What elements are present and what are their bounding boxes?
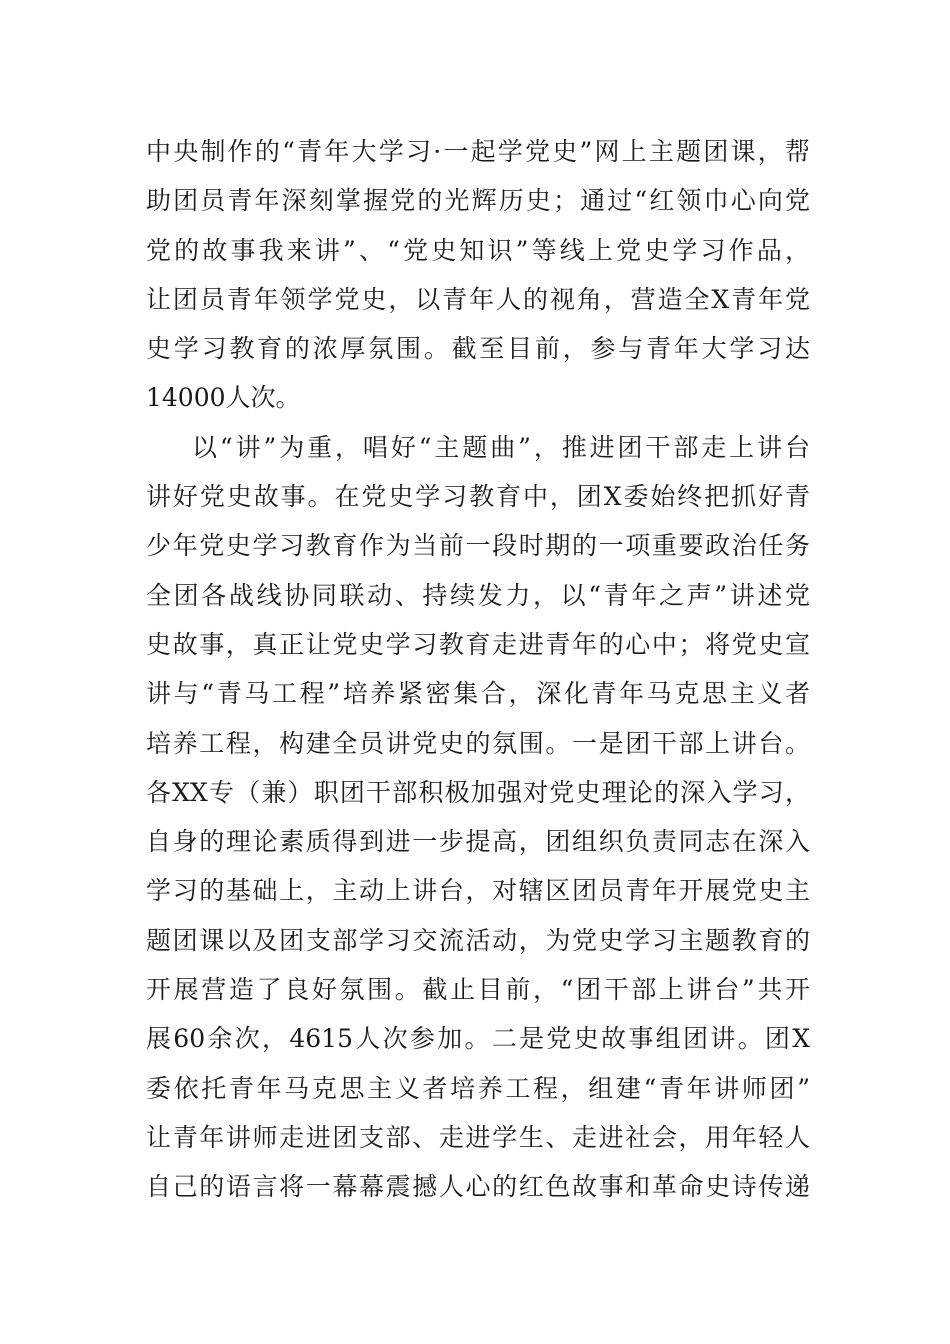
text-line: 学习的基础上，主动上讲台，对辖区团员青年开展党史主 xyxy=(146,876,810,906)
text-line: 展60余次，4615人次参加。二是党史故事组团讲。团X xyxy=(146,1024,810,1054)
document-body xyxy=(146,127,810,1212)
text-line: 讲与“青马工程”培养紧密集合，深化青年马克思主义者 xyxy=(146,679,810,709)
paragraph-2 xyxy=(146,423,810,1212)
text-line: 让青年讲师走进团支部、走进学生、走进社会，用年轻人 xyxy=(146,1122,810,1152)
text-line: 史故事，真正让党史学习教育走进青年的心中；将党史宣 xyxy=(146,629,810,659)
text-line: 各XX专（兼）职团干部积极加强对党史理论的深入学习， xyxy=(146,777,810,807)
text-line: 少年党史学习教育作为当前一段时期的一项重要政治任务 xyxy=(146,531,810,561)
text-line: 助团员青年深刻掌握党的光辉历史；通过“红领巾心向党 xyxy=(146,186,810,216)
text-line: 自身的理论素质得到进一步提高，团组织负责同志在深入 xyxy=(146,827,810,857)
text-line: 史学习教育的浓厚氛围。截至目前，参与青年大学习达 xyxy=(146,334,810,364)
text-line: 党的故事我来讲”、“党史知识”等线上党史学习作品， xyxy=(146,235,810,265)
text-line: 全团各战线协同联动、持续发力，以“青年之声”讲述党 xyxy=(146,580,810,610)
text-line: 14000人次。 xyxy=(146,383,301,413)
text-line: 开展营造了良好氛围。截止目前，“团干部上讲台”共开 xyxy=(146,975,810,1005)
text-line: 以“讲”为重，唱好“主题曲”，推进团干部走上讲台 xyxy=(192,432,810,462)
text-line: 题团课以及团支部学习交流活动，为党史学习主题教育的 xyxy=(146,925,810,955)
text-line: 讲好党史故事。在党史学习教育中，团X委始终把抓好青 xyxy=(146,482,810,512)
text-line: 培养工程，构建全员讲党史的氛围。一是团干部上讲台。 xyxy=(146,728,810,758)
text-line: 委依托青年马克思主义者培养工程，组建“青年讲师团” xyxy=(146,1073,810,1103)
paragraph-1 xyxy=(146,127,810,423)
text-line: 中央制作的“青年大学习·一起学党史”网上主题团课，帮 xyxy=(146,137,810,166)
text-line: 让团员青年领学党史，以青年人的视角，营造全X青年党 xyxy=(146,284,810,314)
text-line: 自己的语言将一幕幕震撼人心的红色故事和革命史诗传递 xyxy=(146,1172,810,1202)
